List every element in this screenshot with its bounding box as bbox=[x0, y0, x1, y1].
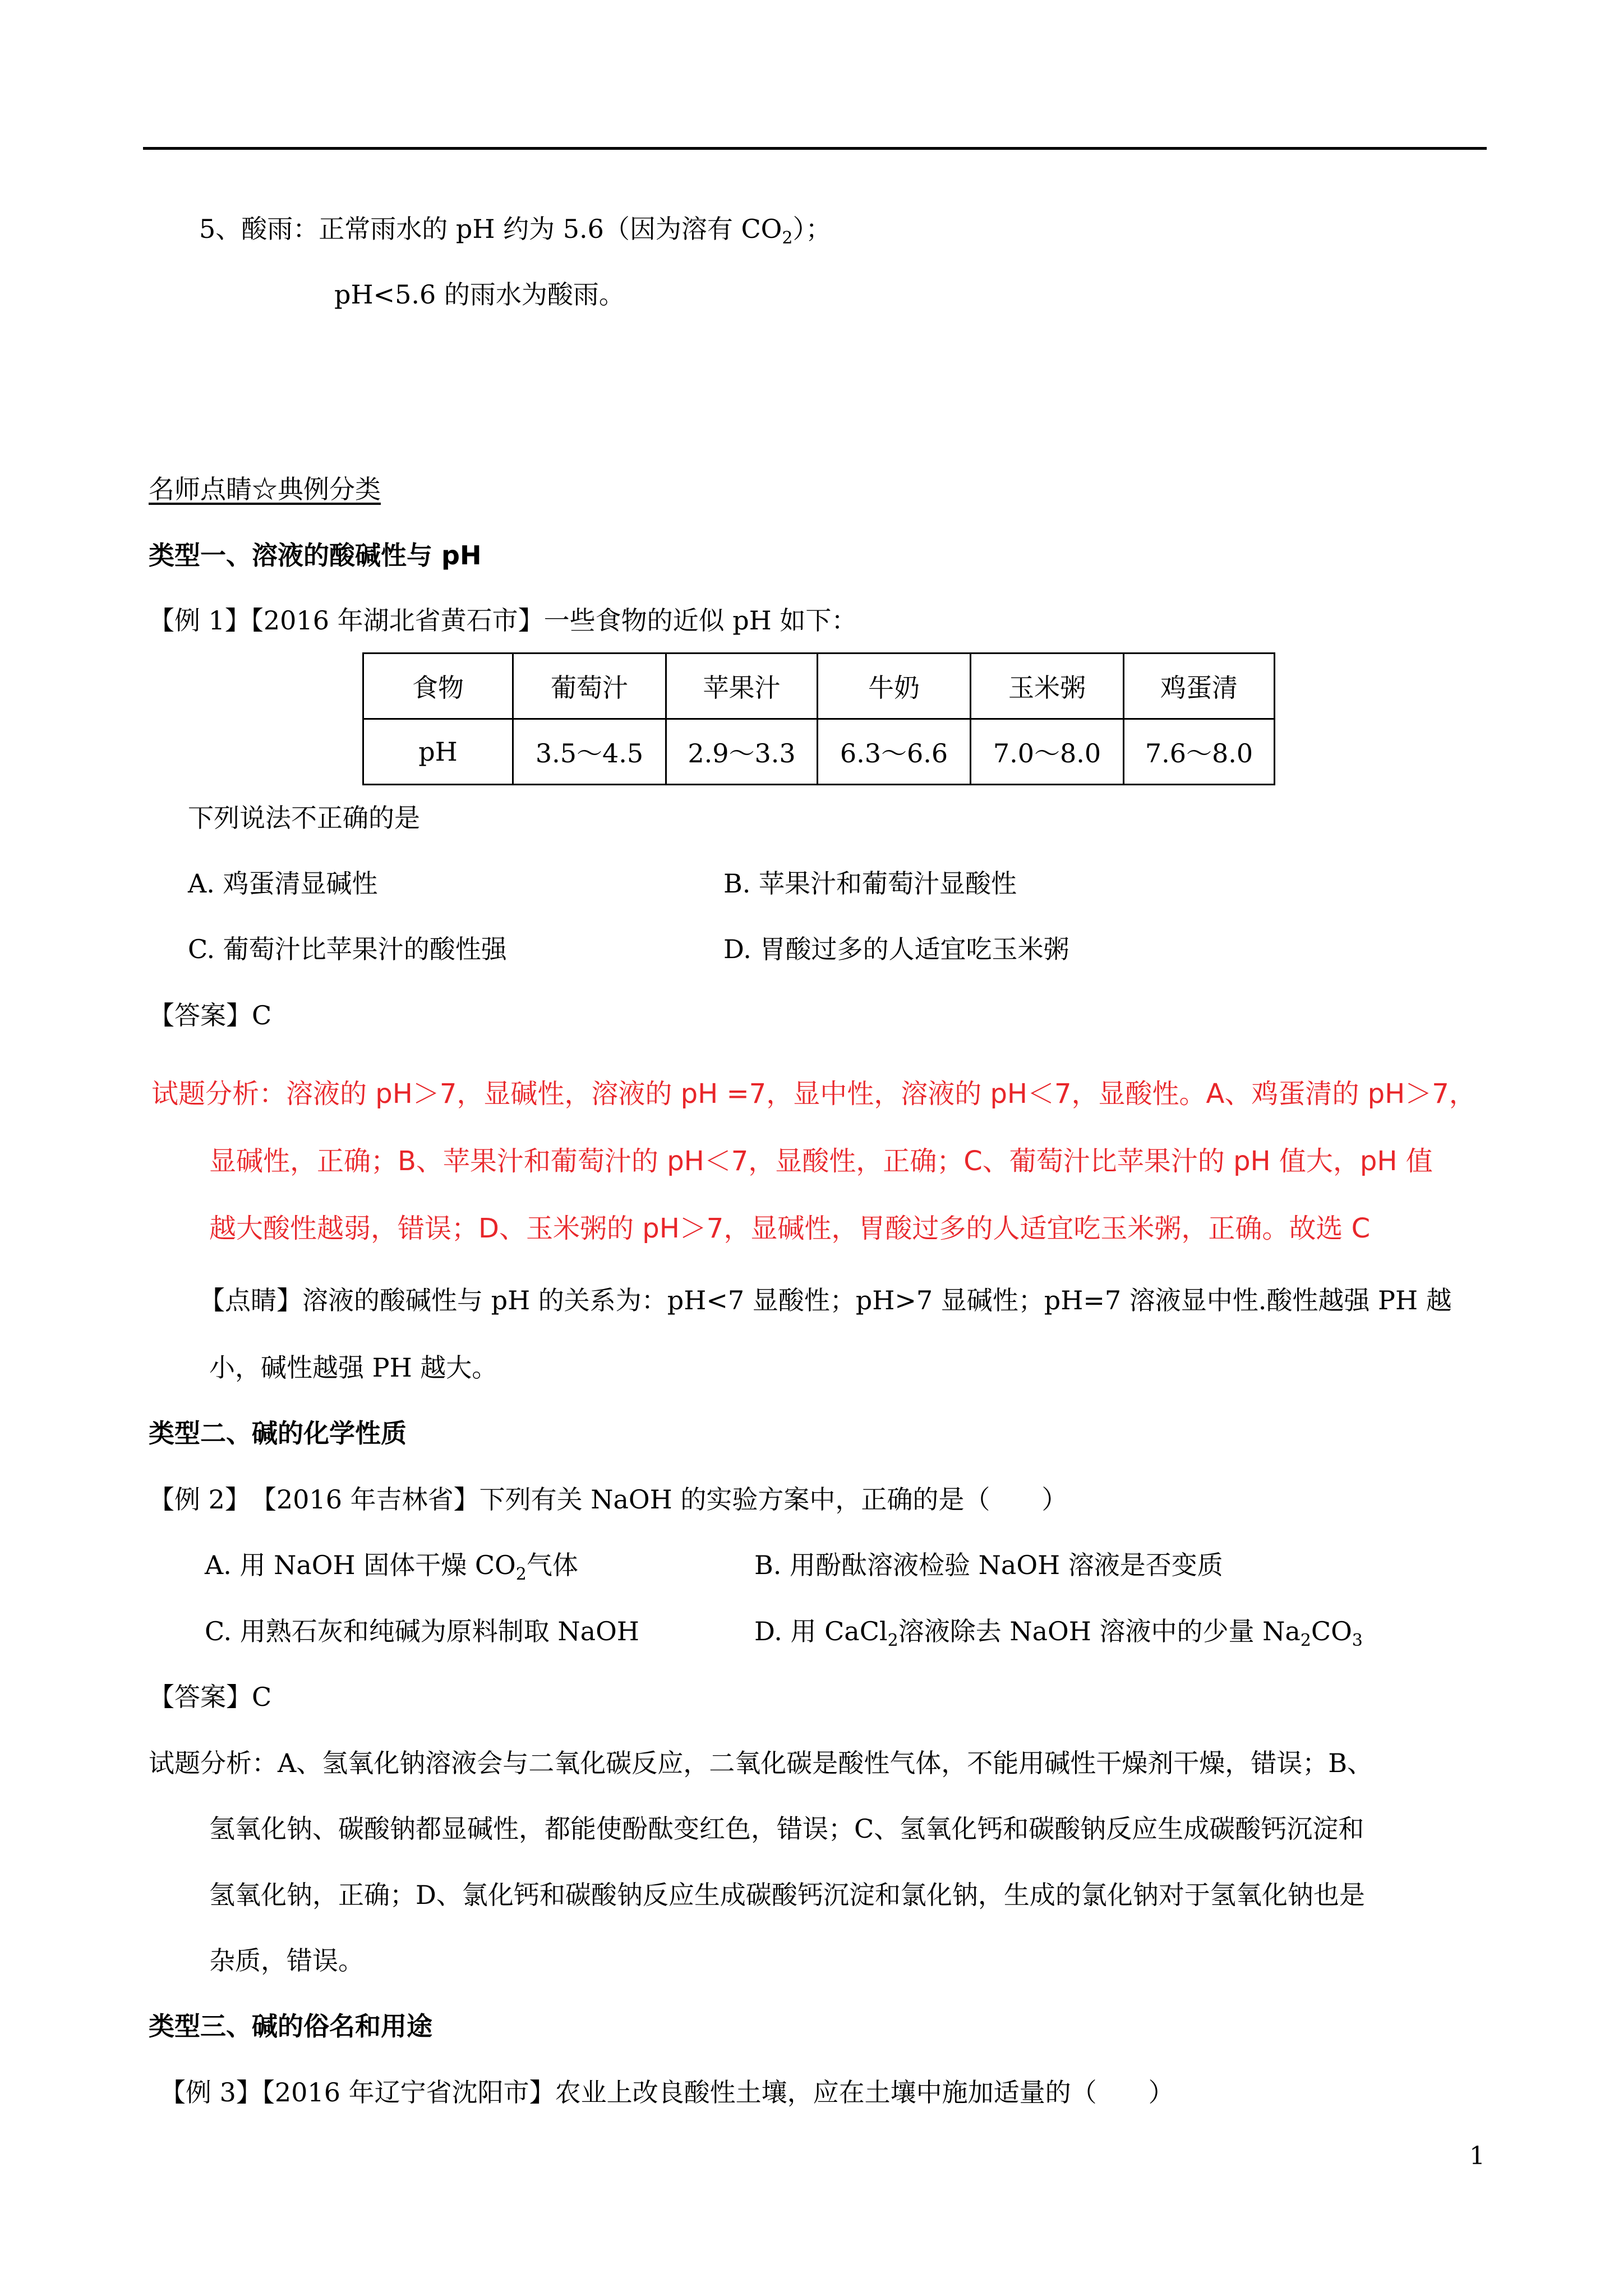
acid-rain-line-1: 5、酸雨：正常雨水的 pH 约为 5.6（因为溶有 $CO_2$）； bbox=[199, 214, 832, 248]
table-cell: pH bbox=[363, 719, 513, 785]
section-heading: 名师点睛☆典例分类 bbox=[149, 474, 381, 504]
table-cell: 玉米粥 bbox=[971, 654, 1124, 719]
option-a: A. 用 NaOH 固体干燥 $CO_2$气体 bbox=[205, 1550, 578, 1584]
option-b: B. 苹果汁和葡萄汁显酸性 bbox=[723, 868, 1017, 899]
option-d: D. 用 CaCl$_2$溶液除去 NaOH 溶液中的少量 $Na_2CO_3$ bbox=[754, 1616, 1363, 1650]
option-d: D. 胃酸过多的人适宜吃玉米粥 bbox=[723, 934, 1069, 964]
example-1-analysis-line: 显碱性，正确；B、苹果汁和葡萄汁的 pH＜7，显酸性，正确；C、葡萄汁比苹果汁的 pH 值大，pH 值 bbox=[209, 1145, 1433, 1177]
example-1-tip-line: 小，碱性越强 PH 越大。 bbox=[209, 1352, 498, 1383]
table-cell: 牛奶 bbox=[818, 654, 971, 719]
type2-heading: 类型二、碱的化学性质 bbox=[149, 1418, 407, 1448]
table-cell: 葡萄汁 bbox=[513, 654, 666, 719]
page-number: 1 bbox=[1469, 2142, 1485, 2170]
table-cell: 鸡蛋清 bbox=[1124, 654, 1275, 719]
example-1-stem: 【例 1】【2016 年湖北省黄石市】一些食物的近似 pH 如下： bbox=[149, 605, 857, 636]
example-3-stem: 【例 3】【2016 年辽宁省沈阳市】农业上改良酸性土壤，应在土壤中施加适量的（ ） bbox=[160, 2077, 1174, 2108]
example-2-answer: 【答案】C bbox=[149, 1682, 272, 1712]
example-2-analysis-line: 试题分析：A、氢氧化钠溶液会与二氧化碳反应，二氧化碳是酸性气体，不能用碱性干燥剂干燥，错误；B、 bbox=[149, 1748, 1373, 1778]
example-1-question: 下列说法不正确的是 bbox=[188, 803, 420, 833]
ph-table bbox=[362, 652, 1275, 785]
example-2-analysis-line: 杂质，错误。 bbox=[209, 1945, 364, 1976]
table-cell: 3.5～4.5 bbox=[513, 719, 666, 785]
table-cell: 7.0～8.0 bbox=[971, 719, 1124, 785]
option-b: B. 用酚酞溶液检验 NaOH 溶液是否变质 bbox=[754, 1550, 1223, 1580]
table-cell: 7.6～8.0 bbox=[1124, 719, 1275, 785]
example-2-stem: 【例 2】 【2016 年吉林省】下列有关 NaOH 的实验方案中，正确的是（ ） bbox=[149, 1484, 1068, 1515]
example-1-analysis-line: 试题分析：溶液的 pH＞7，显碱性，溶液的 pH =7，显中性，溶液的 pH＜7，显酸性。A、鸡蛋清的 pH＞7， bbox=[151, 1078, 1476, 1110]
table-row bbox=[363, 654, 1275, 719]
table-cell: 6.3～6.6 bbox=[818, 719, 971, 785]
example-1-answer: 【答案】C bbox=[149, 1000, 272, 1030]
table-cell: 食物 bbox=[363, 654, 513, 719]
type3-heading: 类型三、碱的俗名和用途 bbox=[149, 2011, 432, 2041]
type1-heading: 类型一、溶液的酸碱性与 pH bbox=[149, 540, 482, 570]
example-1-analysis-line: 越大酸性越弱，错误；D、玉米粥的 pH＞7，显碱性，胃酸过多的人适宜吃玉米粥，正确。故选 C bbox=[209, 1213, 1371, 1244]
acid-rain-line-2: pH<5.6 的雨水为酸雨。 bbox=[334, 279, 625, 310]
example-2-analysis-line: 氢氧化钠、碳酸钠都显碱性，都能使酚酞变红色，错误；C、氢氧化钙和碳酸钠反应生成碳酸钙沉淀和 bbox=[209, 1814, 1364, 1844]
example-1-tip-line: 【点睛】溶液的酸碱性与 pH 的关系为：pH<7 显酸性；pH>7 显碱性；pH=7 溶液显中性.酸性越强 PH 越 bbox=[199, 1285, 1452, 1315]
example-2-analysis-line: 氢氧化钠，正确；D、氯化钙和碳酸钠反应生成碳酸钙沉淀和氯化钠，生成的氯化钠对于氢氧化钠也是 bbox=[209, 1880, 1365, 1910]
option-c: C. 葡萄汁比苹果汁的酸性强 bbox=[188, 934, 507, 964]
option-a: A. 鸡蛋清显碱性 bbox=[188, 868, 378, 899]
table-cell: 2.9～3.3 bbox=[666, 719, 818, 785]
option-c: C. 用熟石灰和纯碱为原料制取 NaOH bbox=[205, 1616, 639, 1646]
header-rule bbox=[143, 147, 1487, 150]
table-row bbox=[363, 719, 1275, 785]
table-cell: 苹果汁 bbox=[666, 654, 818, 719]
